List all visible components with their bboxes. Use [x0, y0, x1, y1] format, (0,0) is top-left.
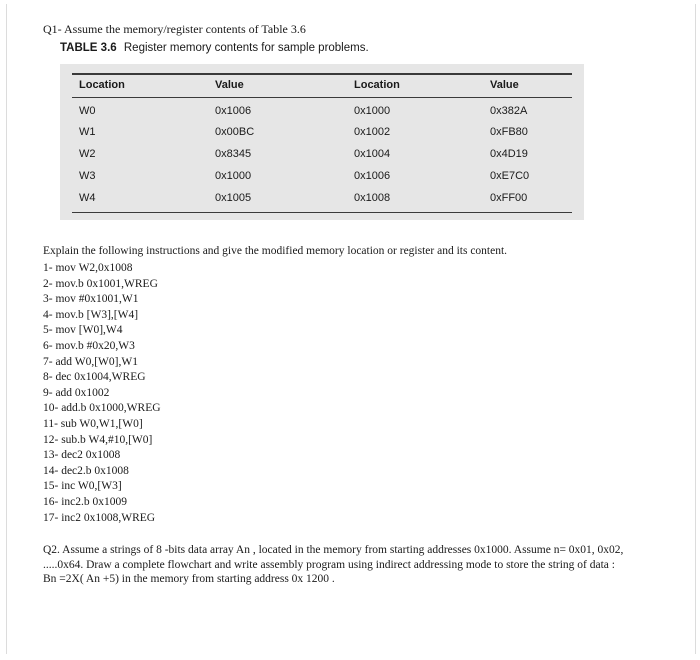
table-caption — [60, 42, 369, 54]
table-cell: 0x1000 — [215, 170, 252, 182]
table-cell: 0x1008 — [354, 192, 391, 204]
table-label: TABLE 3.6 — [60, 42, 117, 54]
instruction-item: 3- mov #0x1001,W1 — [43, 293, 139, 306]
instruction-item: 2- mov.b 0x1001,WREG — [43, 277, 158, 290]
instruction-item: 17- inc2 0x1008,WREG — [43, 511, 156, 524]
header-location-2: Location — [354, 79, 400, 91]
table-cell: 0xE7C0 — [490, 170, 530, 182]
header-location-1: Location — [79, 79, 125, 91]
instruction-item: 13- dec2 0x1008 — [43, 449, 121, 462]
instruction-item: 11- sub W0,W1,[W0] — [43, 417, 143, 430]
instruction-item: 12- sub.b W4,#10,[W0] — [43, 433, 153, 446]
instruction-item: 1- mov W2,0x1008 — [43, 262, 133, 274]
instruction-item: 16- inc2.b 0x1009 — [43, 495, 128, 508]
table-bottom-rule — [72, 212, 572, 213]
instruction-item: 6- mov.b #0x20,W3 — [43, 339, 135, 352]
instruction-item: 5- mov [W0],W4 — [43, 324, 123, 337]
table-cell: 0xFF00 — [490, 192, 528, 204]
header-value-2: Value — [490, 79, 519, 91]
table-cell: W3 — [79, 170, 96, 182]
table-cell: 0xFB80 — [490, 126, 528, 138]
table-cell: 0x1004 — [354, 148, 391, 160]
table-cell: 0x1002 — [354, 126, 391, 138]
instruction-item: 14- dec2.b 0x1008 — [43, 464, 129, 477]
table-header-rule — [72, 97, 572, 98]
table-cell: 0x382A — [490, 105, 528, 117]
instruction-item: 9- add 0x1002 — [43, 386, 110, 399]
register-memory-table — [60, 64, 584, 220]
explain-instruction-text: Explain the following instructions and give the modified memory location or register and its content. — [43, 245, 508, 257]
table-cell: 0x1005 — [215, 192, 252, 204]
q2-formula: Bn =2X( An +5) in the memory from starting address 0x 1200 . — [43, 573, 335, 585]
instruction-item: 4- mov.b [W3],[W4] — [43, 308, 139, 321]
q1-title: Q1- Assume the memory/register contents of Table 3.6 — [43, 22, 306, 36]
table-cell: W2 — [79, 148, 96, 160]
table-cell: 0x1000 — [354, 105, 391, 117]
table-caption-text: Register memory contents for sample problems. — [123, 42, 369, 54]
table-cell: 0x4D19 — [490, 148, 528, 160]
table-cell: 0x8345 — [215, 148, 252, 160]
instruction-list — [43, 261, 161, 526]
instruction-item: 8- dec 0x1004,WREG — [43, 371, 146, 384]
table-cell: 0x1006 — [215, 105, 252, 117]
table-cell: 0x1006 — [354, 170, 391, 182]
instruction-item: 10- add.b 0x1000,WREG — [43, 402, 161, 415]
instruction-item: 7- add W0,[W0],W1 — [43, 355, 138, 368]
q2-block — [43, 543, 663, 587]
table-cell: W4 — [79, 192, 96, 204]
table-cell: 0x00BC — [215, 126, 255, 138]
table-top-rule — [72, 73, 572, 75]
q2-text: Q2. Assume a strings of 8 -bits data array An , located in the memory from starting addresses 0x1000. Assume n= 0x01, 0x02, .....0x64. Draw a complete flowchart and write assembly program using indirect addressing mode to store the string of data : — [43, 544, 624, 571]
table-cell: W1 — [79, 126, 96, 138]
header-value-1: Value — [215, 79, 244, 91]
instruction-item: 15- inc W0,[W3] — [43, 480, 122, 493]
table-cell: W0 — [79, 105, 96, 117]
